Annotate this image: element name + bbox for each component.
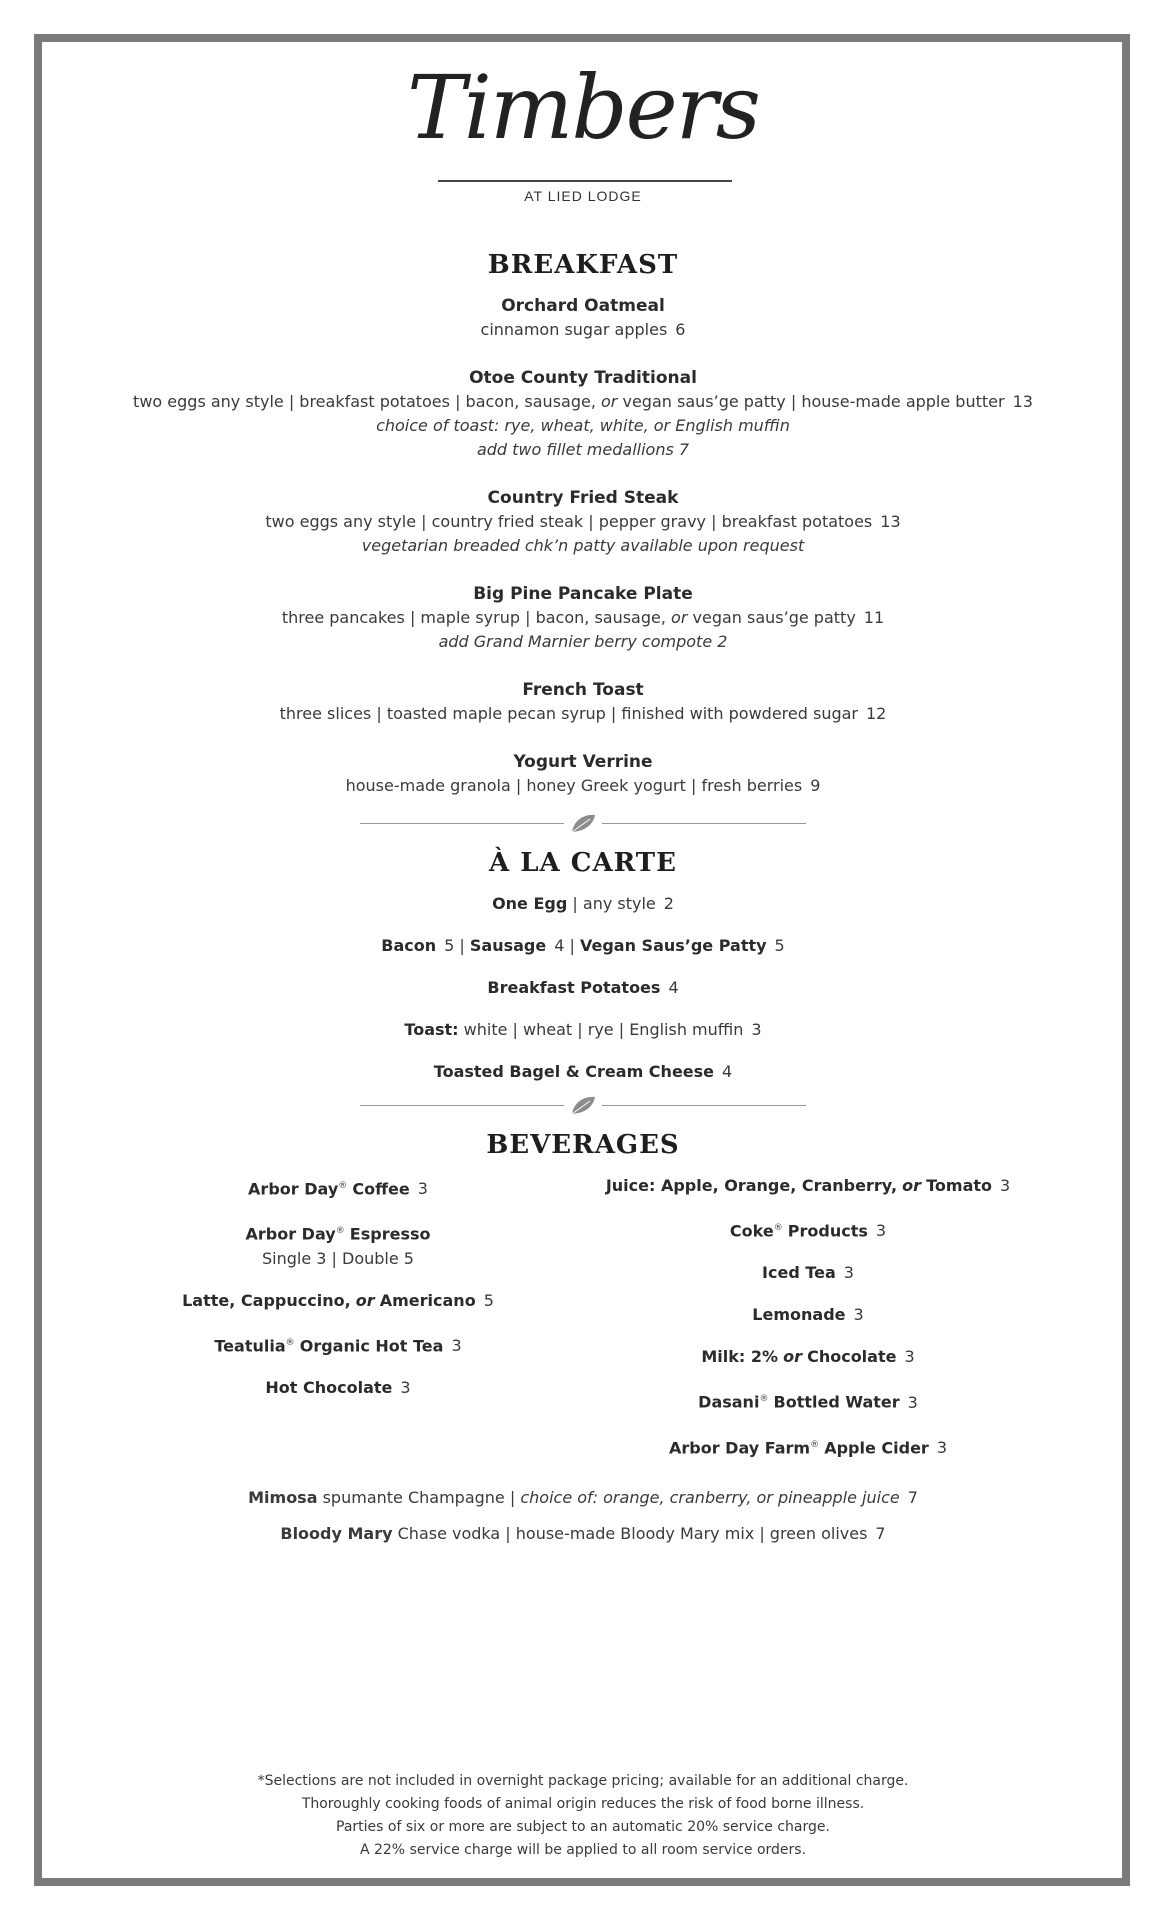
beverage-item: Hot Chocolate 3 <box>265 1377 411 1397</box>
item-desc: two eggs any style | country fried steak | pepper gravy | breakfast potatoes 13 <box>265 512 901 531</box>
beverage-item: Dasani® Bottled Water 3 <box>698 1392 918 1412</box>
item-name: Big Pine Pancake Plate <box>473 584 693 604</box>
menu-item <box>60 294 1106 342</box>
beverage-item: Arbor Day® Coffee 3 <box>248 1179 428 1199</box>
item-price: 11 <box>863 608 885 627</box>
menu-item <box>60 750 1106 798</box>
beverage-item: Arbor Day® Espresso Single 3 | Double 5 <box>245 1224 431 1268</box>
item-note: vegetarian breaded chk’n patty available upon request <box>361 536 805 555</box>
menu-content <box>60 250 1106 1558</box>
timbers-logo: Timbers <box>407 56 759 159</box>
item-price: 6 <box>675 320 686 339</box>
alacarte-meats: Bacon 5 | Sausage 4 | Vegan Saus’ge Patty 5 <box>381 936 785 955</box>
item-desc: two eggs any style | breakfast potatoes | bacon, sausage, or vegan saus’ge patty | house-made apple butter 13 <box>133 392 1033 411</box>
logo-underline <box>438 180 732 182</box>
beverages-columns <box>60 1174 1106 1478</box>
footer-notes <box>60 1770 1106 1862</box>
menu-item <box>60 582 1106 654</box>
beverage-item: Lemonade 3 <box>752 1305 864 1325</box>
menu-item <box>60 366 1106 462</box>
menu-item <box>60 486 1106 558</box>
beverages-left-column <box>123 1174 553 1478</box>
item-name: Country Fried Steak <box>487 488 679 508</box>
item-name: Orchard Oatmeal <box>501 296 665 316</box>
bloody-mary-item: Bloody Mary Chase vodka | house-made Bloody Mary mix | green olives 7 <box>280 1523 886 1543</box>
cocktails <box>60 1486 1106 1546</box>
alacarte-title: À LA CARTE <box>489 848 677 878</box>
beverage-item: Coke® Products 3 <box>729 1221 887 1241</box>
item-price: 9 <box>810 776 821 795</box>
footer-line: Thoroughly cooking foods of animal origin reduces the risk of food borne illness. <box>301 1796 865 1812</box>
breakfast-title: BREAKFAST <box>487 250 679 280</box>
beverages-right-column <box>573 1174 1043 1478</box>
item-desc: three pancakes | maple syrup | bacon, sausage, or vegan saus’ge patty 11 <box>281 608 885 627</box>
item-desc: three slices | toasted maple pecan syrup | finished with powdered sugar 12 <box>279 704 887 723</box>
item-name: Otoe County Traditional <box>469 368 697 388</box>
mimosa-item: Mimosa spumante Champagne | choice of: orange, cranberry, or pineapple juice 7 <box>248 1487 918 1507</box>
alacarte-potatoes: Breakfast Potatoes 4 <box>487 978 679 997</box>
item-desc: cinnamon sugar apples 6 <box>480 320 686 339</box>
beverage-item: Teatulia® Organic Hot Tea 3 <box>214 1335 462 1355</box>
section-divider <box>60 1094 1106 1116</box>
item-price: 13 <box>1012 392 1033 411</box>
footer-line: Parties of six or more are subject to an automatic 20% service charge. <box>336 1819 830 1835</box>
footer-line: A 22% service charge will be applied to all room service orders. <box>359 1842 807 1858</box>
item-desc: house-made granola | honey Greek yogurt | fresh berries 9 <box>345 776 821 795</box>
beverage-item: Arbor Day Farm® Apple Cider 3 <box>668 1437 948 1457</box>
item-note: choice of toast: rye, wheat, white, or English muffin <box>376 416 790 435</box>
beverage-item: Juice: Apple, Orange, Cranberry, or Tomato 3 <box>605 1176 1011 1195</box>
item-note: add Grand Marnier berry compote 2 <box>438 632 728 651</box>
item-price: 12 <box>866 704 887 723</box>
leaf-icon <box>568 812 598 834</box>
beverage-item: Latte, Cappuccino, or Americano 5 <box>182 1290 494 1310</box>
item-note: add two fillet medallions 7 <box>476 440 690 459</box>
logo-subtitle: AT LIED LODGE <box>524 188 642 204</box>
beverage-item: Milk: 2% or Chocolate 3 <box>701 1347 915 1367</box>
beverage-item: Iced Tea 3 <box>762 1263 854 1283</box>
footer-line: *Selections are not included in overnight package pricing; available for an additional charge. <box>257 1773 909 1789</box>
item-price: 13 <box>880 512 901 531</box>
alacarte-one-egg: One Egg | any style 2 <box>492 894 674 913</box>
item-name: Yogurt Verrine <box>513 752 653 772</box>
section-divider <box>60 812 1106 834</box>
menu-item <box>60 678 1106 726</box>
alacarte-toast: Toast: white | wheat | rye | English muffin 3 <box>404 1020 762 1039</box>
beverages-title: BEVERAGES <box>486 1130 680 1160</box>
leaf-icon <box>568 1094 598 1116</box>
alacarte-bagel: Toasted Bagel & Cream Cheese 4 <box>433 1062 733 1081</box>
item-name: French Toast <box>522 680 644 700</box>
